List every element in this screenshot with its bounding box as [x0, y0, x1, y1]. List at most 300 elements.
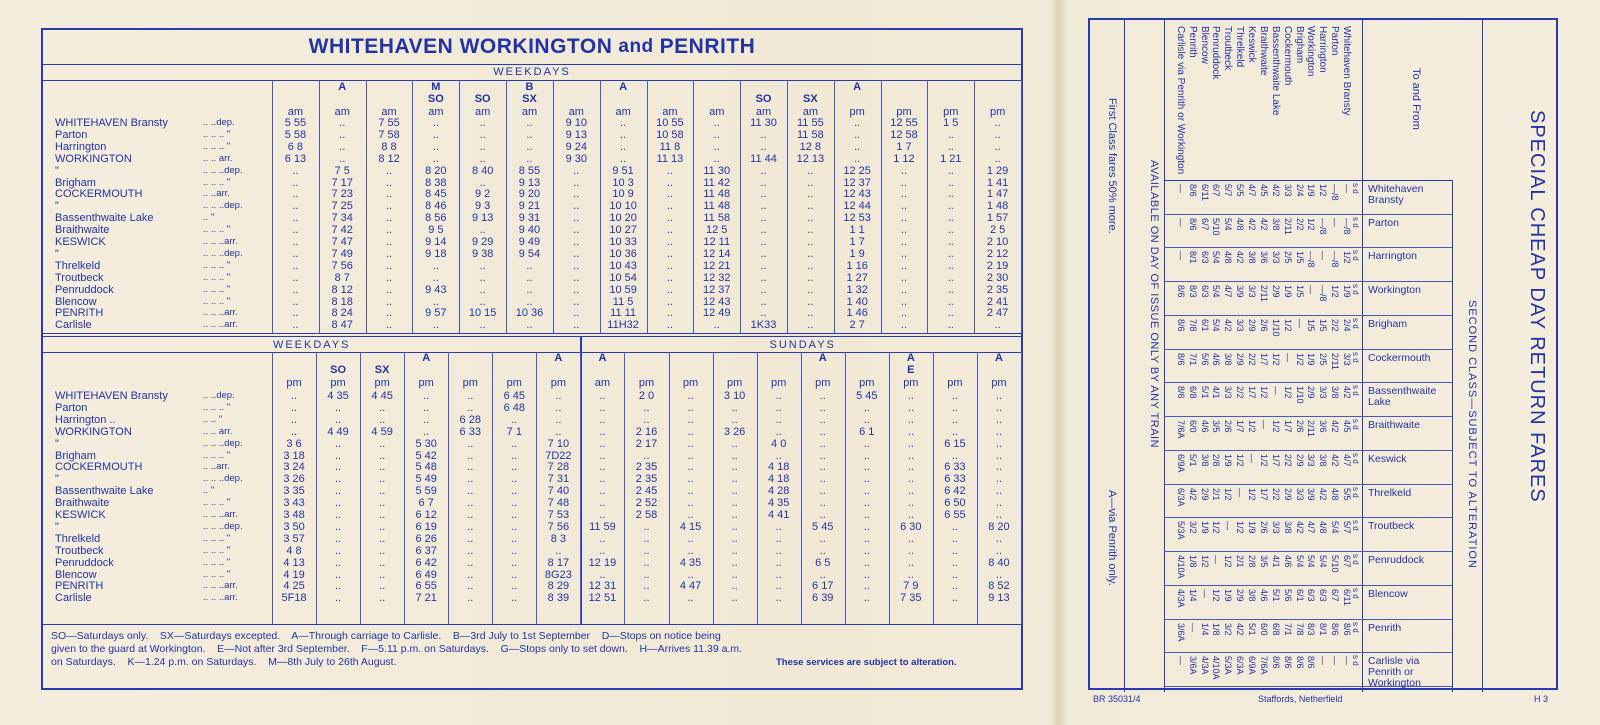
time-cell: ..: [335, 473, 342, 486]
time-cell: ..: [379, 485, 386, 498]
fares-cell: 5/4: [1223, 217, 1234, 231]
time-cell: 9 29: [471, 236, 494, 248]
fares-rule-1: [1124, 20, 1125, 692]
time-cell: ..: [423, 425, 430, 438]
fares-cell: 1/7: [1270, 453, 1281, 467]
station-name: Penruddock: [55, 283, 114, 296]
fares-row-rule: [1164, 281, 1452, 282]
time-cell: ..: [643, 449, 650, 462]
time-cell: ..: [731, 520, 738, 533]
time-cell: ..: [731, 568, 738, 581]
time-cell: ..: [666, 295, 673, 308]
fares-cell: 2/9: [1235, 588, 1246, 602]
fares-cell: 4/7: [1342, 453, 1352, 467]
time-cell: ..: [379, 568, 386, 581]
time-cell: ..: [995, 413, 1003, 426]
time-cell: ..: [807, 283, 814, 296]
footnote-line-1: SO—Saturdays only. SX—Saturdays excepted. A—Through carriage to Carlisle. B—3rd July to 1st September D—Stops on notice being: [51, 630, 721, 642]
time-cell: ..: [687, 449, 694, 462]
time-cell: ..: [819, 449, 826, 462]
fares-cell: 1/2: [1223, 487, 1234, 501]
fares-row-rule: [1164, 382, 1452, 383]
time-cell: 6 5: [815, 556, 831, 569]
time-cell: 8 55: [518, 164, 541, 177]
time-cell: 6 13: [284, 152, 307, 165]
time-cell: ..: [573, 247, 580, 260]
time-cell: 4 35: [767, 497, 790, 510]
footer-code: BR 35031/4: [1093, 694, 1141, 704]
time-cell: ..: [526, 271, 533, 284]
time-cell: 4 8: [286, 544, 302, 557]
time-cell: ..: [467, 568, 474, 581]
time-cell: ..: [731, 437, 738, 450]
fares-cell: 1/2: [1199, 555, 1210, 568]
fares-cell: 6/1: [1199, 318, 1210, 332]
time-cell: ..: [760, 176, 767, 189]
time-cell: 5 48: [415, 461, 437, 474]
fares-header-rule: [1164, 180, 1452, 181]
time-cell: 4 35: [327, 390, 349, 402]
fares-cell: 6/3A: [1175, 487, 1186, 507]
fares-cell: 1/9: [1282, 285, 1293, 298]
time-cell: ..: [760, 200, 767, 213]
time-cell: 6 30: [900, 520, 922, 533]
fares-cell: 1/4: [1187, 588, 1198, 602]
time-cell: ..: [385, 164, 393, 177]
time-cell: 7 5: [334, 164, 350, 177]
station-name: Penruddock: [55, 556, 114, 569]
time-cell: ..: [775, 592, 782, 605]
fares-cell: 8/6: [1306, 656, 1317, 669]
col-header-ampm: am: [381, 106, 397, 118]
time-cell: 5 45: [812, 520, 834, 533]
time-cell: ..: [479, 176, 486, 189]
fares-cell: 6/11: [1342, 588, 1352, 606]
time-cell: 8G23: [544, 568, 572, 581]
time-cell: 3 18: [283, 449, 305, 462]
time-cell: ..: [666, 200, 673, 213]
time-cell: ..: [467, 520, 474, 533]
fares-sd-marker: s d: [1351, 486, 1360, 498]
time-cell: 9 30: [565, 152, 587, 165]
footnote-line-3: on Saturdays. K—1.24 p.m. on Saturdays. M—8th July to 26th August.: [51, 656, 397, 668]
time-cell: 2 35: [635, 461, 658, 474]
fares-cell: 5/1: [1199, 386, 1210, 399]
station-name: Blencow: [55, 295, 97, 308]
station-suffix: .. ": [203, 485, 215, 497]
time-cell: ..: [385, 283, 393, 296]
time-cell: ..: [819, 413, 826, 426]
time-cell: ..: [907, 544, 914, 557]
time-cell: ..: [995, 485, 1003, 498]
fares-cell: 3/3: [1247, 285, 1258, 298]
time-cell: 4 13: [283, 556, 305, 569]
time-cell: 12 5: [706, 224, 728, 237]
time-cell: 12 37: [843, 176, 871, 189]
time-cell: ..: [666, 307, 673, 320]
time-cell: ..: [666, 164, 673, 177]
time-cell: ..: [713, 152, 720, 165]
fares-cell: 1/2: [1294, 352, 1305, 366]
time-cell: ..: [863, 509, 870, 521]
time-cell: ..: [775, 425, 782, 438]
time-cell: 12 43: [702, 295, 731, 308]
fares-cell: 4/6: [1282, 555, 1293, 568]
time-cell: ..: [807, 164, 814, 177]
time-cell: ..: [760, 164, 767, 177]
fares-cell: 6/0: [1258, 622, 1269, 636]
time-cell: ..: [951, 425, 958, 438]
time-cell: 7 23: [331, 188, 353, 201]
fares-row-label: Troutbeck: [1368, 520, 1415, 533]
fares-cell: 3/9: [1235, 285, 1246, 298]
fares-cell: 1/7: [1247, 386, 1258, 399]
time-cell: ..: [819, 461, 826, 474]
time-cell: ..: [807, 176, 814, 189]
fares-cell: 5/10: [1330, 555, 1341, 573]
fares-cell: —: [1223, 521, 1234, 531]
time-cell: 2 12: [986, 247, 1009, 260]
rule-title: [43, 64, 1021, 65]
time-cell: ..: [511, 520, 518, 533]
fares-row-label: Brigham: [1368, 317, 1408, 330]
time-cell: ..: [731, 461, 738, 474]
fares-cell: 3/6: [1258, 251, 1269, 264]
station-suffix: .. .. ..arr.: [203, 592, 238, 604]
fares-cell: 2/9: [1282, 487, 1293, 501]
time-cell: 12 55: [890, 117, 918, 129]
fares-cell: 4/2: [1294, 521, 1305, 534]
fares-cell: 1/2: [1247, 487, 1258, 501]
fares-cell: 2/8: [1211, 453, 1222, 467]
fares-cell: 4/5: [1258, 184, 1269, 197]
time-cell: ..: [599, 532, 606, 545]
time-cell: 6 17: [812, 580, 834, 593]
footnote-line-3-row: [51, 656, 1016, 669]
time-cell: ..: [995, 509, 1003, 521]
time-cell: ..: [731, 592, 738, 605]
time-cell: 6 55: [415, 580, 437, 593]
fares-sd-marker: s d: [1351, 419, 1360, 430]
fares-cell: 1/2: [1235, 521, 1246, 534]
fares-cell: 3/8: [1282, 521, 1293, 534]
station-suffix: .. .. ..dep.: [203, 164, 243, 176]
fares-cell: 4/8: [1235, 217, 1246, 231]
col-header-days: SO: [755, 93, 772, 105]
time-cell: ..: [819, 509, 826, 521]
time-cell: ..: [863, 580, 870, 593]
time-cell: 11 30: [703, 164, 731, 177]
time-cell: 1 32: [846, 283, 868, 296]
time-cell: 8 20: [988, 520, 1010, 533]
fares-cell: 3/3: [1306, 453, 1317, 467]
time-cell: ..: [511, 473, 518, 486]
fares-cell: 3/8: [1270, 217, 1281, 231]
time-cell: ..: [854, 140, 861, 153]
time-cell: 8 38: [425, 176, 447, 189]
fares-cell: 1/2: [1211, 521, 1222, 534]
time-cell: ..: [760, 259, 767, 272]
time-cell: 4 28: [767, 485, 790, 498]
time-cell: ..: [526, 283, 533, 296]
col-header-ampm: pm: [418, 377, 434, 389]
station-suffix: .. .. .. ": [203, 497, 231, 509]
col-header-ampm: am: [521, 106, 538, 118]
fares-cell: 4/6: [1199, 420, 1210, 433]
time-cell: 6 8: [287, 140, 304, 153]
time-cell: ..: [511, 485, 518, 498]
time-cell: 8 8: [381, 140, 397, 153]
col-header-note: A: [422, 352, 431, 364]
time-cell: ..: [511, 592, 518, 605]
fares-cell: 4/8: [1330, 487, 1341, 501]
fares-cell: 4/7: [1223, 285, 1234, 298]
time-cell: ..: [292, 295, 299, 308]
time-cell: 12 58: [890, 128, 918, 141]
time-cell: ..: [900, 271, 908, 284]
time-cell: 9 13: [988, 592, 1010, 605]
time-cell: ..: [951, 568, 958, 581]
time-cell: ..: [573, 259, 580, 272]
col-header-note: A: [598, 352, 607, 364]
fares-cell: 8/6: [1282, 656, 1293, 669]
time-cell: ..: [385, 319, 393, 332]
time-cell: 1 5: [943, 117, 959, 129]
col-header-note: A: [853, 81, 862, 93]
time-cell: ..: [760, 295, 767, 308]
time-cell: ..: [863, 592, 870, 605]
time-cell: ..: [467, 437, 474, 450]
time-cell: ..: [863, 449, 870, 462]
time-cell: 9 40: [518, 224, 541, 237]
col-header-days: SX: [374, 364, 390, 376]
time-cell: 12 44: [843, 200, 871, 213]
time-cell: ..: [423, 401, 430, 414]
station-suffix: .. .. .. ": [203, 224, 231, 236]
fares-row-rule: [1164, 585, 1452, 586]
time-cell: ..: [339, 140, 346, 153]
col-rule: [1021, 352, 1022, 624]
fares-cell: —/8: [1306, 251, 1317, 268]
fares-cell: 5/5: [1342, 487, 1352, 501]
fares-cell: 5/4: [1330, 521, 1341, 534]
fares-cell: 1/5: [1294, 285, 1305, 298]
time-cell: ..: [900, 200, 908, 213]
station-name: Troutbeck: [55, 544, 104, 557]
fares-row-label: Braithwaite: [1368, 419, 1420, 432]
time-cell: 8 18: [331, 295, 353, 308]
time-cell: 8 7: [334, 271, 350, 284]
time-cell: ..: [526, 152, 533, 165]
time-cell: 3 26: [723, 425, 746, 438]
time-cell: 8 24: [331, 307, 353, 320]
fares-cell: 3/6A: [1187, 656, 1198, 675]
time-cell: ..: [335, 568, 342, 581]
time-cell: ..: [907, 437, 914, 450]
time-cell: ..: [731, 401, 738, 414]
time-cell: ..: [292, 283, 299, 296]
time-cell: 7 42: [331, 224, 353, 237]
station-name: WORKINGTON: [55, 425, 132, 438]
time-cell: 2 10: [986, 236, 1009, 248]
time-cell: 7 48: [547, 497, 570, 510]
station-name: KESWICK: [55, 509, 106, 521]
time-cell: ..: [995, 497, 1003, 510]
time-cell: ..: [907, 532, 914, 545]
footer-printer: Staffords, Netherfield: [1258, 694, 1343, 704]
time-cell: ..: [947, 176, 954, 189]
time-cell: 5 58: [284, 128, 307, 141]
fares-cell: 8/6: [1187, 217, 1198, 231]
fares-cell: 1/10: [1270, 318, 1281, 337]
time-cell: ..: [807, 247, 814, 260]
fares-cell: 1/9: [1306, 352, 1317, 366]
time-cell: ..: [385, 259, 393, 272]
time-cell: ..: [432, 271, 439, 284]
time-cell: 9 13: [565, 128, 587, 141]
time-cell: ..: [573, 236, 580, 248]
time-cell: ..: [526, 259, 533, 272]
fares-cell: 3/3: [1294, 487, 1305, 501]
station-suffix: .. .. .. ": [203, 283, 231, 295]
fares-cell: 8/3: [1306, 622, 1317, 636]
time-cell: ..: [907, 497, 914, 510]
fares-cell: 8/6: [1270, 656, 1281, 669]
fares-cell: 5/4: [1211, 318, 1222, 332]
fares-cell: 2/5: [1282, 251, 1293, 264]
fares-cell: —: [1258, 420, 1269, 430]
time-cell: 10 43: [609, 259, 637, 272]
time-cell: ..: [379, 556, 386, 569]
fares-cell: 5/1: [1247, 622, 1258, 636]
time-cell: ..: [807, 295, 814, 308]
fares-cell: 8/3: [1187, 285, 1198, 298]
fares-sd-marker: s d: [1351, 183, 1360, 194]
fares-cell: 4/5: [1342, 420, 1352, 433]
time-cell: 8 29: [547, 580, 570, 593]
time-cell: 5F18: [281, 592, 307, 605]
fares-cell: 1/5: [1306, 318, 1317, 332]
time-cell: ..: [511, 568, 518, 581]
station-name: Braithwaite: [55, 497, 110, 510]
col-header-ampm: pm: [638, 377, 655, 389]
time-cell: 9 13: [518, 176, 541, 189]
time-cell: 7D22: [545, 449, 572, 462]
time-cell: ..: [863, 413, 870, 426]
rule-top-end: [43, 333, 1021, 334]
col-header-ampm: pm: [903, 377, 919, 389]
time-cell: 3 57: [283, 532, 305, 545]
time-cell: ..: [819, 425, 826, 438]
fares-cell: 7/6A: [1258, 656, 1269, 675]
time-cell: ..: [731, 556, 738, 569]
fares-col-label: Bassenthwaite Lake: [1269, 26, 1281, 116]
time-cell: ..: [666, 236, 673, 248]
time-cell: ..: [555, 425, 562, 438]
fares-cell: 2/9: [1294, 453, 1305, 467]
station-suffix: .. .. ..arr.: [203, 236, 238, 247]
time-cell: 1 9: [849, 247, 865, 260]
time-cell: ..: [900, 259, 908, 272]
time-cell: ..: [807, 319, 814, 332]
fares-cell: 1/7: [1258, 352, 1269, 366]
time-cell: 9 51: [612, 164, 634, 177]
time-cell: 11 48: [703, 200, 731, 213]
time-cell: ..: [385, 188, 393, 201]
time-cell: ..: [666, 271, 673, 284]
fares-cell: 3/2: [1223, 622, 1234, 636]
time-cell: ..: [335, 413, 342, 426]
time-cell: ..: [511, 461, 518, 474]
time-cell: ..: [643, 413, 650, 426]
fares-cell: —/8: [1330, 251, 1341, 268]
fares-cell: 4/3A: [1175, 588, 1186, 608]
time-cell: 8 12: [331, 283, 353, 296]
time-cell: ..: [863, 544, 870, 557]
fares-panel: [1088, 18, 1558, 690]
time-cell: ..: [947, 224, 954, 237]
station-name: Harrington ..: [55, 413, 116, 426]
time-cell: ..: [900, 164, 908, 177]
time-cell: ..: [573, 283, 580, 296]
time-cell: ..: [379, 592, 386, 605]
time-cell: ..: [900, 283, 908, 296]
time-cell: ..: [599, 413, 606, 426]
time-cell: ..: [385, 295, 393, 308]
time-cell: 7 58: [378, 128, 400, 141]
time-cell: ..: [379, 437, 386, 450]
time-cell: 1 1: [849, 224, 865, 237]
station-suffix: .. .. ..arr.: [203, 307, 238, 319]
time-cell: ..: [854, 152, 861, 165]
fares-cell: 5/10: [1211, 217, 1222, 236]
col-header-days: SX: [522, 93, 537, 105]
col-header-ampm: am: [475, 106, 491, 118]
time-cell: ..: [432, 117, 439, 129]
time-cell: ..: [951, 532, 958, 545]
fares-cell: 1/2: [1247, 420, 1258, 433]
time-cell: ..: [994, 128, 1001, 141]
time-cell: ..: [951, 401, 958, 414]
time-cell: ..: [687, 532, 694, 545]
time-cell: ..: [292, 259, 299, 272]
fares-cell: 2/6: [1258, 521, 1269, 534]
fares-row-rule: [1164, 214, 1452, 215]
fares-cell: —: [1211, 555, 1222, 565]
fares-cell: —: [1318, 251, 1329, 261]
col-header-note: A: [338, 81, 347, 93]
fares-first-class: First Class fares 50% more.: [1106, 98, 1118, 234]
fares-cell: 4/3A: [1199, 656, 1210, 675]
fares-rule-3: [1362, 20, 1363, 692]
station-name: COCKERMOUTH: [55, 461, 143, 474]
fares-cell: 3/3: [1270, 251, 1281, 264]
fares-row-label: Bassenthwaite Lake: [1368, 385, 1437, 409]
col-header-note: A: [554, 352, 563, 364]
fares-cell: —: [1235, 487, 1246, 497]
col-header-ampm: pm: [682, 377, 699, 389]
fares-cell: 4/2: [1223, 318, 1234, 332]
fares-cell: 1/7: [1258, 487, 1269, 501]
time-cell: ..: [807, 212, 814, 225]
fares-cell: —/8: [1318, 217, 1329, 235]
time-cell: ..: [687, 544, 694, 557]
time-cell: 6 37: [415, 544, 437, 557]
fares-cell: 4/2: [1247, 217, 1258, 231]
time-cell: ..: [620, 128, 627, 141]
time-cell: ..: [511, 556, 518, 569]
time-cell: ..: [900, 247, 908, 260]
